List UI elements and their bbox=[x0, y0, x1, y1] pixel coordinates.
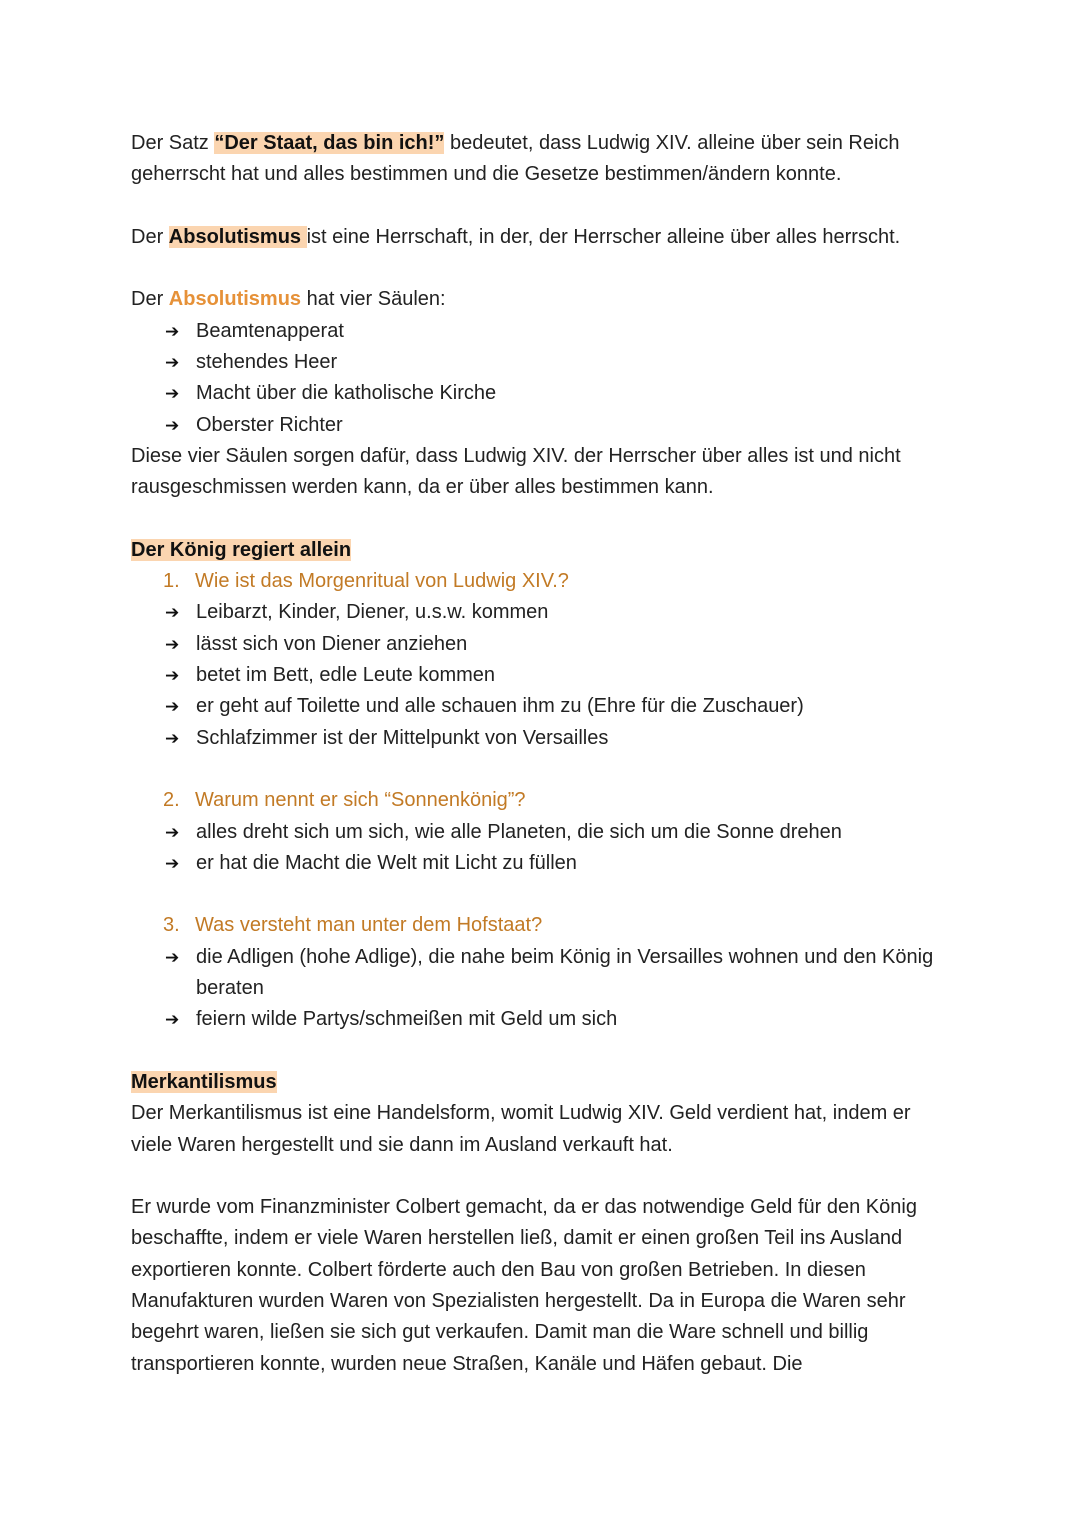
highlight-term: Absolutismus bbox=[168, 225, 307, 248]
list-item: ➔ alles dreht sich um sich, wie alle Planeten, die sich um die Sonne drehen bbox=[165, 817, 951, 848]
paragraph-saeulen-intro bbox=[131, 284, 951, 315]
paragraph-staat bbox=[131, 128, 951, 191]
list-item: ➔ Beamtenapperat bbox=[165, 316, 951, 347]
paragraph-saeulen-summary: Diese vier Säulen sorgen dafür, dass Ludwig XIV. der Herrscher über alles ist und nicht rausgeschmissen werden kann, da er über alles bestimmen kann. bbox=[131, 444, 901, 499]
highlight-heading: Merkantilismus bbox=[131, 1070, 277, 1093]
section-heading-merkantilismus bbox=[131, 1067, 951, 1098]
question-number: 3. bbox=[163, 914, 180, 937]
text: Der bbox=[131, 225, 169, 248]
list-item: ➔ er geht auf Toilette und alle schauen ihm zu (Ehre für die Zuschauer) bbox=[165, 691, 951, 722]
question-text: Was versteht man unter dem Hofstaat? bbox=[195, 914, 543, 937]
paragraph-colbert: Er wurde vom Finanzminister Colbert gemacht, da er das notwendige Geld für den König beschaffte, indem er viele Waren herstellen ließ, damit er einen großen Teil ins Ausland exportieren konnte. Colbert förderte auch den Bau von großen Betrieben. In diesen Manufakturen wurden Waren von Spezialisten hergestellt. Da in Europa die Waren sehr begehrt waren, ließen sie sich gut verkaufen. Damit man die Ware schnell und billig transportieren konnte, wurden neue Straßen, Kanäle und Häfen gebaut. Die bbox=[131, 1196, 917, 1375]
list-item: ➔ Macht über die katholische Kirche bbox=[165, 378, 951, 409]
list-item: ➔ er hat die Macht die Welt mit Licht zu füllen bbox=[165, 848, 951, 879]
list-item: ➔ Schlafzimmer ist der Mittelpunkt von Versailles bbox=[165, 723, 951, 754]
paragraph-merkantilismus-definition: Der Merkantilismus ist eine Handelsform, womit Ludwig XIV. Geld verdient hat, indem er viele Waren hergestellt und sie dann im Ausland verkauft hat. bbox=[131, 1102, 911, 1156]
text: Der Satz bbox=[131, 132, 215, 154]
list-item: ➔ lässt sich von Diener anziehen bbox=[165, 629, 951, 660]
question-1 bbox=[131, 566, 951, 597]
question-3 bbox=[131, 910, 951, 941]
text: hat vier Säulen: bbox=[301, 288, 446, 311]
highlight-heading: Der König regiert allein bbox=[131, 538, 352, 561]
question-text: Warum nennt er sich “Sonnenkönig”? bbox=[195, 789, 526, 812]
list-item: ➔ stehendes Heer bbox=[165, 347, 951, 378]
answers-list-2 bbox=[131, 817, 951, 880]
question-number: 1. bbox=[163, 570, 180, 593]
paragraph-absolutismus-definition bbox=[131, 222, 951, 253]
list-item: ➔ Oberster Richter bbox=[165, 410, 951, 441]
text: bedeutet, dass Ludwig XIV. alleine über sein Reich geherrscht hat und alles bestimmen und die Gesetze bestimmen/ändern konnte. bbox=[131, 132, 900, 186]
answers-list-3 bbox=[131, 942, 951, 1036]
section-heading-koenig bbox=[131, 535, 951, 566]
question-text: Wie ist das Morgenritual von Ludwig XIV.? bbox=[195, 570, 569, 593]
list-item: ➔ feiern wilde Partys/schmeißen mit Geld um sich bbox=[165, 1004, 951, 1035]
pillars-list bbox=[131, 316, 951, 441]
orange-term: Absolutismus bbox=[168, 288, 302, 311]
document-content bbox=[131, 128, 951, 1380]
text: ist eine Herrschaft, in der, der Herrscher alleine über alles herrscht. bbox=[306, 225, 901, 248]
text: Der bbox=[131, 288, 169, 311]
answers-list-1 bbox=[131, 597, 951, 753]
question-number: 2. bbox=[163, 789, 180, 812]
question-2 bbox=[131, 785, 951, 816]
list-item: ➔ betet im Bett, edle Leute kommen bbox=[165, 660, 951, 691]
list-item: ➔ die Adligen (hohe Adlige), die nahe beim König in Versailles wohnen und den König beraten bbox=[165, 942, 951, 1005]
list-item: ➔ Leibarzt, Kinder, Diener, u.s.w. kommen bbox=[165, 597, 951, 628]
highlight-quote: “Der Staat, das bin ich!” bbox=[214, 132, 445, 154]
